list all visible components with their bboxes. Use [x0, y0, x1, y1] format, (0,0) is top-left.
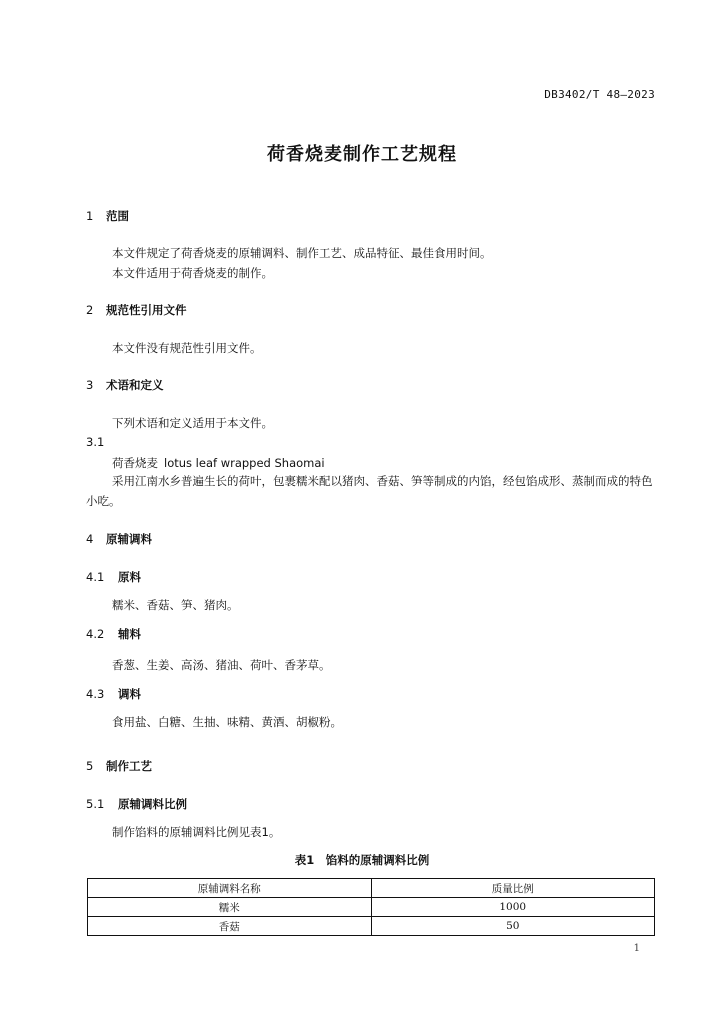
ingredient-ratio-table: [87, 878, 655, 936]
section-2-heading: [86, 302, 187, 318]
section-title: 制作工艺: [106, 759, 152, 773]
section-3-heading: [86, 377, 164, 393]
subsection-number: 5.1: [86, 797, 105, 811]
term-english: lotus leaf wrapped Shaomai: [164, 456, 325, 470]
subsection-number: 4.1: [86, 570, 105, 584]
section-5-heading: [86, 758, 152, 774]
table-caption: 表1 馅料的原辅调料比例: [294, 853, 430, 867]
subsection-4-1-heading: [86, 569, 141, 585]
paragraph: 下列术语和定义适用于本文件。: [112, 416, 273, 430]
table-header-row: [88, 879, 655, 898]
paragraph: 本文件适用于荷香烧麦的制作。: [112, 266, 273, 280]
table-cell: 50: [371, 917, 655, 936]
table-row: [88, 898, 655, 917]
table-cell: 糯米: [88, 898, 372, 917]
table-row: [88, 917, 655, 936]
section-title: 规范性引用文件: [106, 303, 187, 317]
table-cell: 香菇: [88, 917, 372, 936]
term-chinese: 荷香烧麦: [112, 456, 158, 470]
subsection-4-2-heading: [86, 626, 141, 642]
column-header: 质量比例: [371, 879, 655, 898]
paragraph: 糯米、香菇、笋、猪肉。: [112, 598, 239, 612]
table-cell: 1000: [371, 898, 655, 917]
term-definition: 采用江南水乡普遍生长的荷叶，包裹糯米配以猪肉、香菇、笋等制成的内馅，经包馅成形、蒸制而成的特色小吃。: [86, 474, 653, 508]
subsection-number: 4.2: [86, 627, 105, 641]
section-number: 4: [86, 532, 94, 546]
standard-number: DB3402/T 48—2023: [544, 88, 655, 101]
paragraph: 食用盐、白糖、生抽、味精、黄酒、胡椒粉。: [112, 715, 342, 729]
section-number: 1: [86, 209, 94, 223]
subsection-number: 4.3: [86, 687, 105, 701]
subsection-4-3-heading: [86, 686, 141, 702]
page-number: 1: [633, 943, 640, 954]
section-1-heading: [86, 208, 129, 224]
subsection-title: 辅料: [118, 627, 141, 641]
document-title: 荷香烧麦制作工艺规程: [267, 144, 457, 165]
section-number: 5: [86, 759, 94, 773]
section-4-heading: [86, 531, 152, 547]
subsection-title: 原料: [118, 570, 141, 584]
subsection-5-1-heading: [86, 796, 187, 812]
paragraph: 本文件规定了荷香烧麦的原辅调料、制作工艺、成品特征、最佳食用时间。: [112, 246, 492, 260]
paragraph: 制作馅料的原辅调料比例见表1。: [112, 825, 281, 839]
paragraph: 香葱、生姜、高汤、猪油、荷叶、香茅草。: [112, 658, 331, 672]
section-number: 2: [86, 303, 94, 317]
term-entry: [112, 455, 325, 471]
section-title: 范围: [106, 209, 129, 223]
section-title: 术语和定义: [106, 378, 164, 392]
section-number: 3: [86, 378, 94, 392]
section-title: 原辅调料: [106, 532, 152, 546]
term-number: 3.1: [86, 435, 105, 449]
paragraph: 本文件没有规范性引用文件。: [112, 341, 262, 355]
column-header: 原辅调料名称: [88, 879, 372, 898]
subsection-title: 原辅调料比例: [118, 797, 187, 811]
subsection-title: 调料: [118, 687, 141, 701]
